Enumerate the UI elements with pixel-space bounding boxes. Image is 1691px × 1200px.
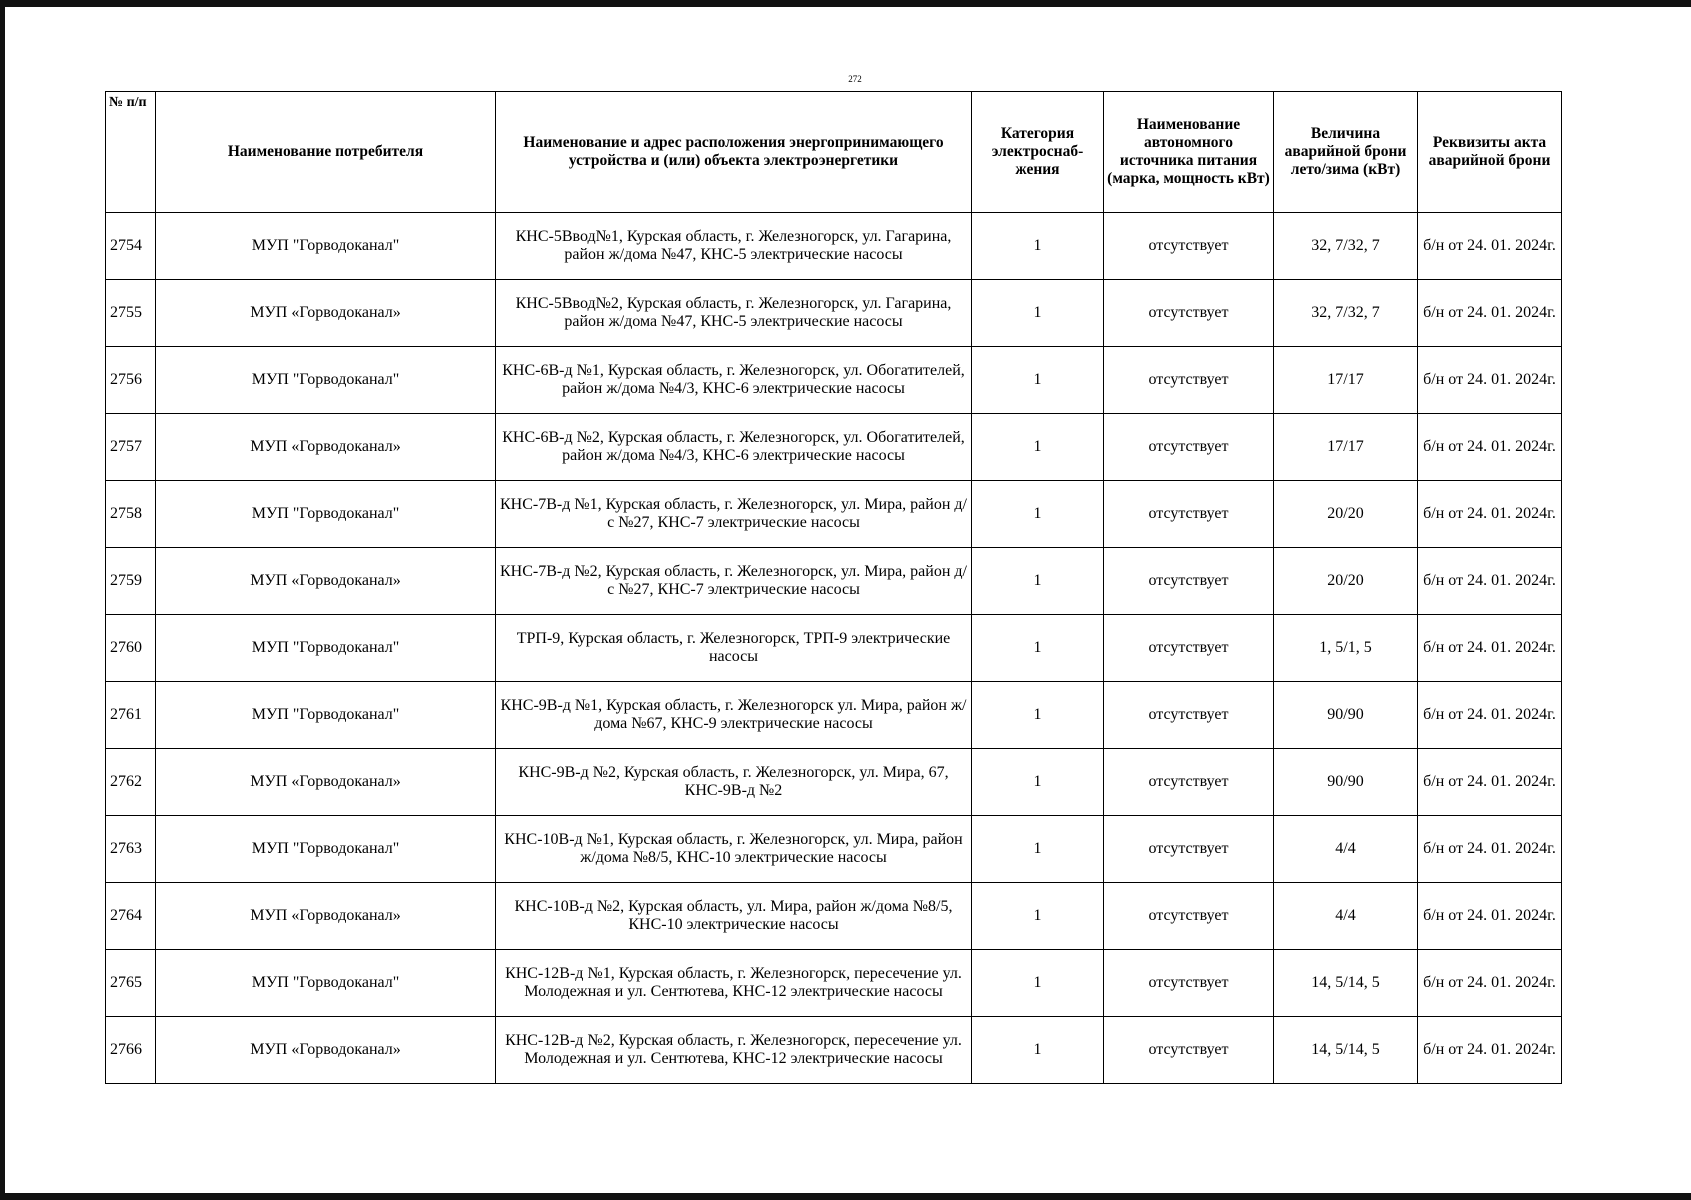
cell-source: отсутствует [1104,1017,1274,1084]
cell-consumer: МУП "Горводоканал" [156,615,496,682]
cell-act: б/н от 24. 01. 2024г. [1418,548,1562,615]
cell-act: б/н от 24. 01. 2024г. [1418,347,1562,414]
cell-object: КНС-6В-д №1, Курская область, г. Железногорск, ул. Обогатителей, район ж/дома №4/3, КНС-6 электрические насосы [496,347,972,414]
header-reserve-value: Величина аварийной брони лето/зима (кВт) [1274,92,1418,213]
cell-num: 2755 [106,280,156,347]
cell-act: б/н от 24. 01. 2024г. [1418,749,1562,816]
table-row [106,816,1562,883]
cell-source: отсутствует [1104,347,1274,414]
cell-category: 1 [972,280,1104,347]
cell-consumer: МУП "Горводоканал" [156,347,496,414]
cell-source: отсутствует [1104,816,1274,883]
cell-act: б/н от 24. 01. 2024г. [1418,280,1562,347]
cell-consumer: МУП «Горводоканал» [156,883,496,950]
cell-category: 1 [972,682,1104,749]
header-act-details: Реквизиты акта аварийной брони [1418,92,1562,213]
table-row [106,615,1562,682]
cell-reserve: 90/90 [1274,682,1418,749]
scan-border-left [0,0,5,1200]
cell-reserve: 4/4 [1274,816,1418,883]
cell-reserve: 20/20 [1274,481,1418,548]
table-header-row [106,92,1562,213]
cell-consumer: МУП «Горводоканал» [156,548,496,615]
cell-act: б/н от 24. 01. 2024г. [1418,615,1562,682]
cell-num: 2754 [106,213,156,280]
cell-category: 1 [972,1017,1104,1084]
cell-reserve: 14, 5/14, 5 [1274,1017,1418,1084]
cell-num: 2758 [106,481,156,548]
cell-source: отсутствует [1104,682,1274,749]
cell-reserve: 20/20 [1274,548,1418,615]
header-autonomous-source: Наименование автономного источника питания (марка, мощность кВт) [1104,92,1274,213]
cell-num: 2761 [106,682,156,749]
cell-act: б/н от 24. 01. 2024г. [1418,481,1562,548]
cell-category: 1 [972,347,1104,414]
cell-reserve: 14, 5/14, 5 [1274,950,1418,1017]
cell-num: 2762 [106,749,156,816]
cell-act: б/н от 24. 01. 2024г. [1418,1017,1562,1084]
cell-num: 2763 [106,816,156,883]
cell-act: б/н от 24. 01. 2024г. [1418,816,1562,883]
cell-category: 1 [972,816,1104,883]
table-row [106,548,1562,615]
cell-source: отсутствует [1104,414,1274,481]
cell-num: 2765 [106,950,156,1017]
cell-category: 1 [972,883,1104,950]
cell-object: ТРП-9, Курская область, г. Железногорск, ТРП-9 электрические насосы [496,615,972,682]
cell-reserve: 17/17 [1274,414,1418,481]
cell-source: отсутствует [1104,883,1274,950]
header-object: Наименование и адрес расположения энергопринимающего устройства и (или) объекта электроэнергетики [496,92,972,213]
cell-source: отсутствует [1104,280,1274,347]
table-row [106,347,1562,414]
cell-consumer: МУП «Горводоканал» [156,414,496,481]
table-row [106,481,1562,548]
cell-category: 1 [972,213,1104,280]
cell-category: 1 [972,481,1104,548]
cell-source: отсутствует [1104,615,1274,682]
cell-consumer: МУП "Горводоканал" [156,481,496,548]
scan-border-bottom [0,1193,1691,1200]
cell-source: отсутствует [1104,950,1274,1017]
cell-object: КНС-7В-д №2, Курская область, г. Железногорск, ул. Мира, район д/с №27, КНС-7 электрические насосы [496,548,972,615]
cell-object: КНС-12В-д №1, Курская область, г. Железногорск, пересечение ул. Молодежная и ул. Сентютева, КНС-12 электрические насосы [496,950,972,1017]
cell-reserve: 32, 7/32, 7 [1274,213,1418,280]
cell-object: КНС-12В-д №2, Курская область, г. Железногорск, пересечение ул. Молодежная и ул. Сентютева, КНС-12 электрические насосы [496,1017,972,1084]
cell-reserve: 4/4 [1274,883,1418,950]
page-number: 272 [848,74,862,84]
cell-source: отсутствует [1104,749,1274,816]
cell-object: КНС-10В-д №1, Курская область, г. Железногорск, ул. Мира, район ж/дома №8/5, КНС-10 электрические насосы [496,816,972,883]
table-row [106,414,1562,481]
scan-border-top [0,0,1691,7]
cell-act: б/н от 24. 01. 2024г. [1418,883,1562,950]
table-body [106,213,1562,1084]
cell-consumer: МУП «Горводоканал» [156,1017,496,1084]
cell-object: КНС-10В-д №2, Курская область, ул. Мира, район ж/дома №8/5, КНС-10 электрические насосы [496,883,972,950]
cell-reserve: 32, 7/32, 7 [1274,280,1418,347]
cell-act: б/н от 24. 01. 2024г. [1418,950,1562,1017]
cell-reserve: 17/17 [1274,347,1418,414]
table-row [106,682,1562,749]
cell-num: 2766 [106,1017,156,1084]
cell-category: 1 [972,414,1104,481]
cell-act: б/н от 24. 01. 2024г. [1418,414,1562,481]
cell-consumer: МУП «Горводоканал» [156,280,496,347]
cell-consumer: МУП «Горводоканал» [156,749,496,816]
cell-act: б/н от 24. 01. 2024г. [1418,682,1562,749]
cell-object: КНС-9В-д №2, Курская область, г. Железногорск, ул. Мира, 67, КНС-9В-д №2 [496,749,972,816]
cell-object: КНС-9В-д №1, Курская область, г. Железногорск ул. Мира, район ж/дома №67, КНС-9 электрические насосы [496,682,972,749]
cell-num: 2764 [106,883,156,950]
cell-object: КНС-5Ввод№1, Курская область, г. Железногорск, ул. Гагарина, район ж/дома №47, КНС-5 электрические насосы [496,213,972,280]
cell-num: 2756 [106,347,156,414]
table-row [106,883,1562,950]
table-row [106,213,1562,280]
cell-consumer: МУП "Горводоканал" [156,950,496,1017]
cell-consumer: МУП "Горводоканал" [156,682,496,749]
cell-num: 2760 [106,615,156,682]
header-consumer: Наименование потребителя [156,92,496,213]
table-row [106,280,1562,347]
cell-object: КНС-7В-д №1, Курская область, г. Железногорск, ул. Мира, район д/с №27, КНС-7 электрические насосы [496,481,972,548]
cell-reserve: 1, 5/1, 5 [1274,615,1418,682]
cell-object: КНС-5Ввод№2, Курская область, г. Железногорск, ул. Гагарина, район ж/дома №47, КНС-5 электрические насосы [496,280,972,347]
table-row [106,950,1562,1017]
table-row [106,749,1562,816]
cell-category: 1 [972,615,1104,682]
cell-object: КНС-6В-д №2, Курская область, г. Железногорск, ул. Обогатителей, район ж/дома №4/3, КНС-6 электрические насосы [496,414,972,481]
cell-category: 1 [972,749,1104,816]
cell-category: 1 [972,548,1104,615]
cell-consumer: МУП "Горводоканал" [156,816,496,883]
cell-source: отсутствует [1104,548,1274,615]
header-num: № п/п [106,92,156,213]
header-category: Категория электроснаб-жения [972,92,1104,213]
cell-act: б/н от 24. 01. 2024г. [1418,213,1562,280]
cell-num: 2759 [106,548,156,615]
cell-source: отсутствует [1104,481,1274,548]
cell-reserve: 90/90 [1274,749,1418,816]
reserve-table [105,91,1562,1084]
table-row [106,1017,1562,1084]
cell-category: 1 [972,950,1104,1017]
cell-source: отсутствует [1104,213,1274,280]
cell-consumer: МУП "Горводоканал" [156,213,496,280]
cell-num: 2757 [106,414,156,481]
